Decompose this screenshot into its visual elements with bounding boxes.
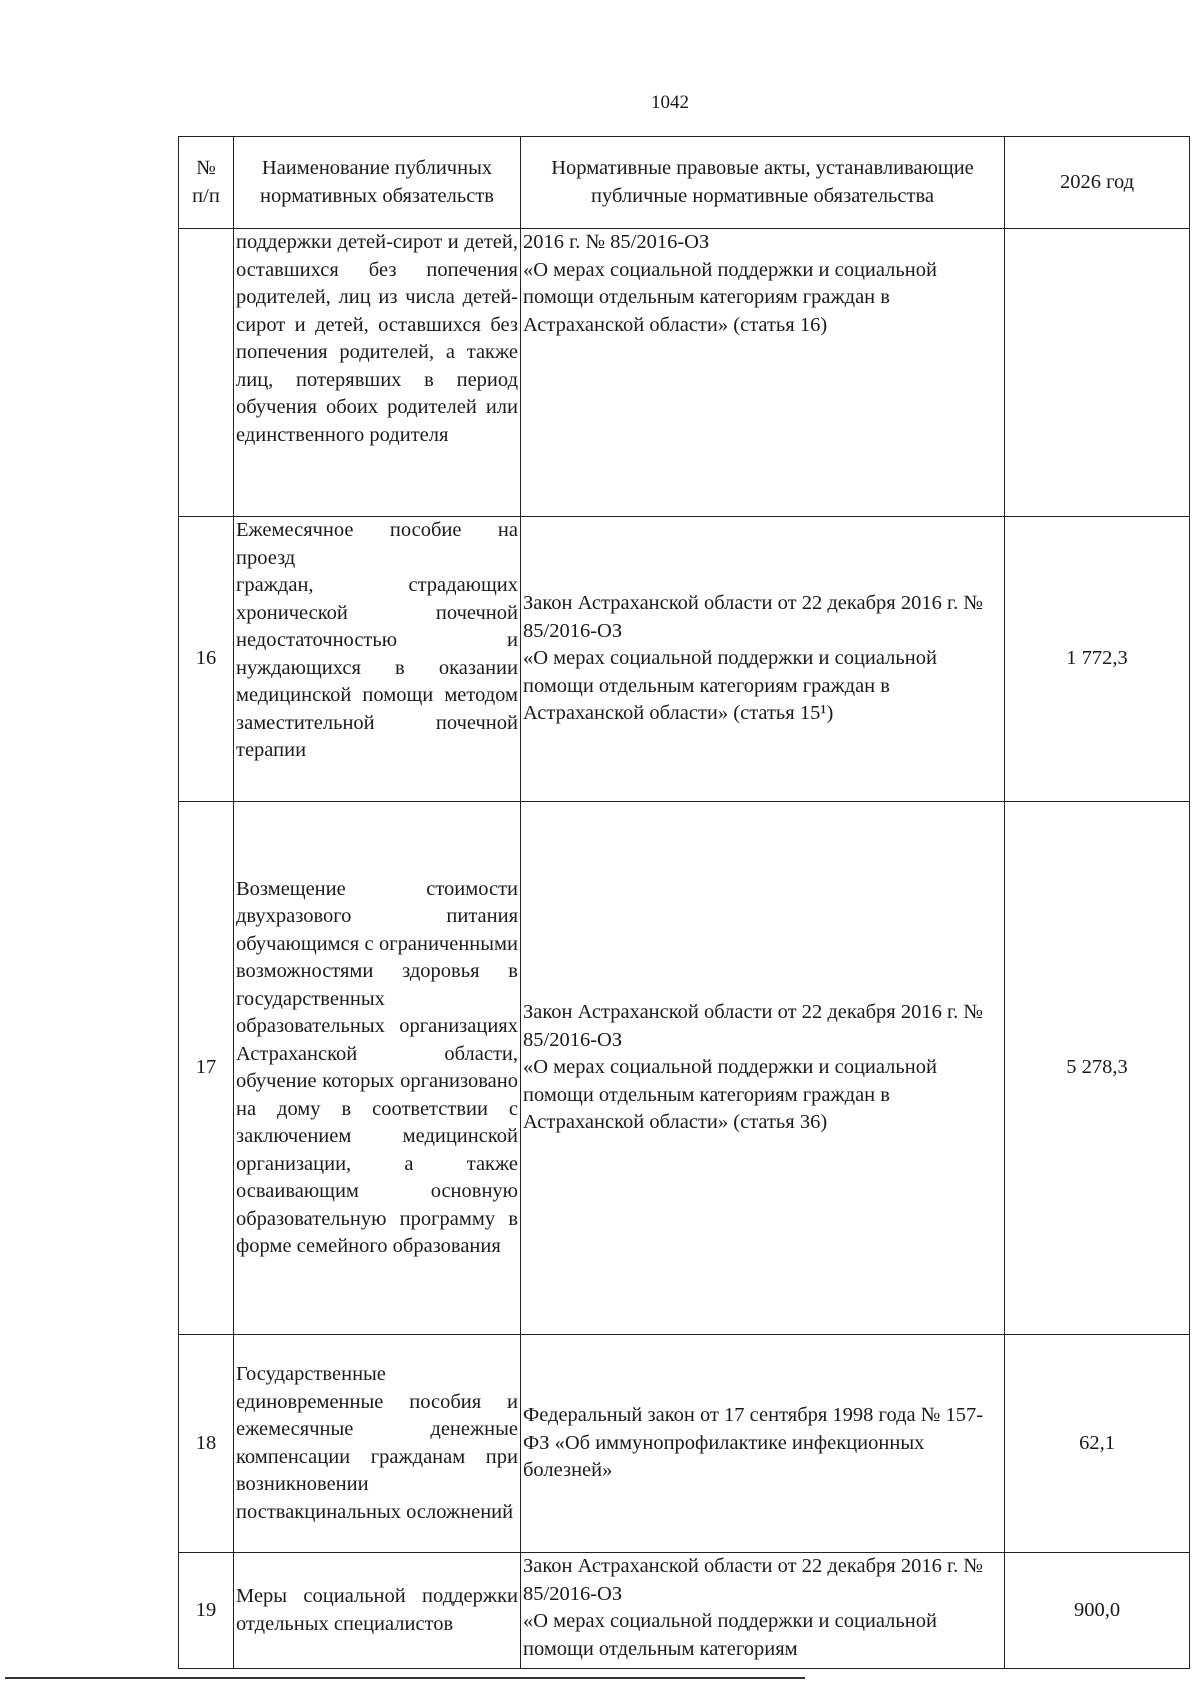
table-row (179, 1335, 1190, 1553)
row-value: 1 772,3 (1005, 517, 1190, 802)
row-num: 16 (179, 517, 234, 802)
row-num: 19 (179, 1553, 234, 1669)
table-row (179, 517, 1190, 802)
table-row (179, 802, 1190, 1335)
header-act: Нормативные правовые акты, устанавливающие публичные нормативные обязательства (521, 137, 1005, 229)
row-value (1005, 229, 1190, 517)
table-header-row (179, 137, 1190, 229)
row-value: 5 278,3 (1005, 802, 1190, 1335)
row-act: Закон Астраханской области от 22 декабря 2016 г. № 85/2016-ОЗ «О мерах социальной поддержки и социальной помощи отдельным категориям граждан в Астраханской области» (статья 15¹) (521, 517, 1005, 802)
row-act: 2016 г. № 85/2016-ОЗ «О мерах социальной поддержки и социальной помощи отдельным категориям граждан в Астраханской области» (статья 16) (521, 229, 1005, 517)
table-row (179, 1553, 1190, 1669)
header-year: 2026 год (1005, 137, 1190, 229)
row-act: Федеральный закон от 17 сентября 1998 года № 157-ФЗ «Об иммунопрофилактике инфекционных болезней» (521, 1335, 1005, 1553)
header-name: Наименование публичных нормативных обязательств (234, 137, 521, 229)
row-num (179, 229, 234, 517)
page-number: 1042 (651, 92, 689, 113)
row-name: поддержки детей-сирот и детей, оставшихся без попечения родителей, лиц из числа детей-сирот и детей, оставшихся без попечения родителей, а также лиц, потерявших в период обучения обоих родителей или единственного родителя (234, 229, 521, 517)
table-row (179, 229, 1190, 517)
row-act: Закон Астраханской области от 22 декабря 2016 г. № 85/2016-ОЗ «О мерах социальной поддержки и социальной помощи отдельным категориям (521, 1553, 1005, 1669)
row-num: 18 (179, 1335, 234, 1553)
bottom-rule (5, 1677, 805, 1679)
row-name: Возмещение стоимости двухразового питания обучающимся с ограниченными возможностями здоровья в государственных образовательных организациях Астраханской области, обучение которых организовано на дому в соответствии с заключением медицинской организации, а также осваивающим основную образовательную программу в форме семейного образования (234, 802, 521, 1335)
obligations-table (178, 136, 1190, 1669)
row-value: 62,1 (1005, 1335, 1190, 1553)
row-num: 17 (179, 802, 234, 1335)
row-name: Государственные единовременные пособия и ежемесячные денежные компенсации гражданам при возникновении поствакцинальных осложнений (234, 1335, 521, 1553)
row-name: Ежемесячное пособие на проезд граждан, страдающих хронической почечной недостаточностью и нуждающихся в оказании медицинской помощи методом заместительной почечной терапии (234, 517, 521, 802)
row-value: 900,0 (1005, 1553, 1190, 1669)
row-name: Меры социальной поддержки отдельных специалистов (234, 1553, 521, 1669)
header-num: № п/п (179, 137, 234, 229)
row-act: Закон Астраханской области от 22 декабря 2016 г. № 85/2016-ОЗ «О мерах социальной поддержки и социальной помощи отдельным категориям граждан в Астраханской области» (статья 36) (521, 802, 1005, 1335)
